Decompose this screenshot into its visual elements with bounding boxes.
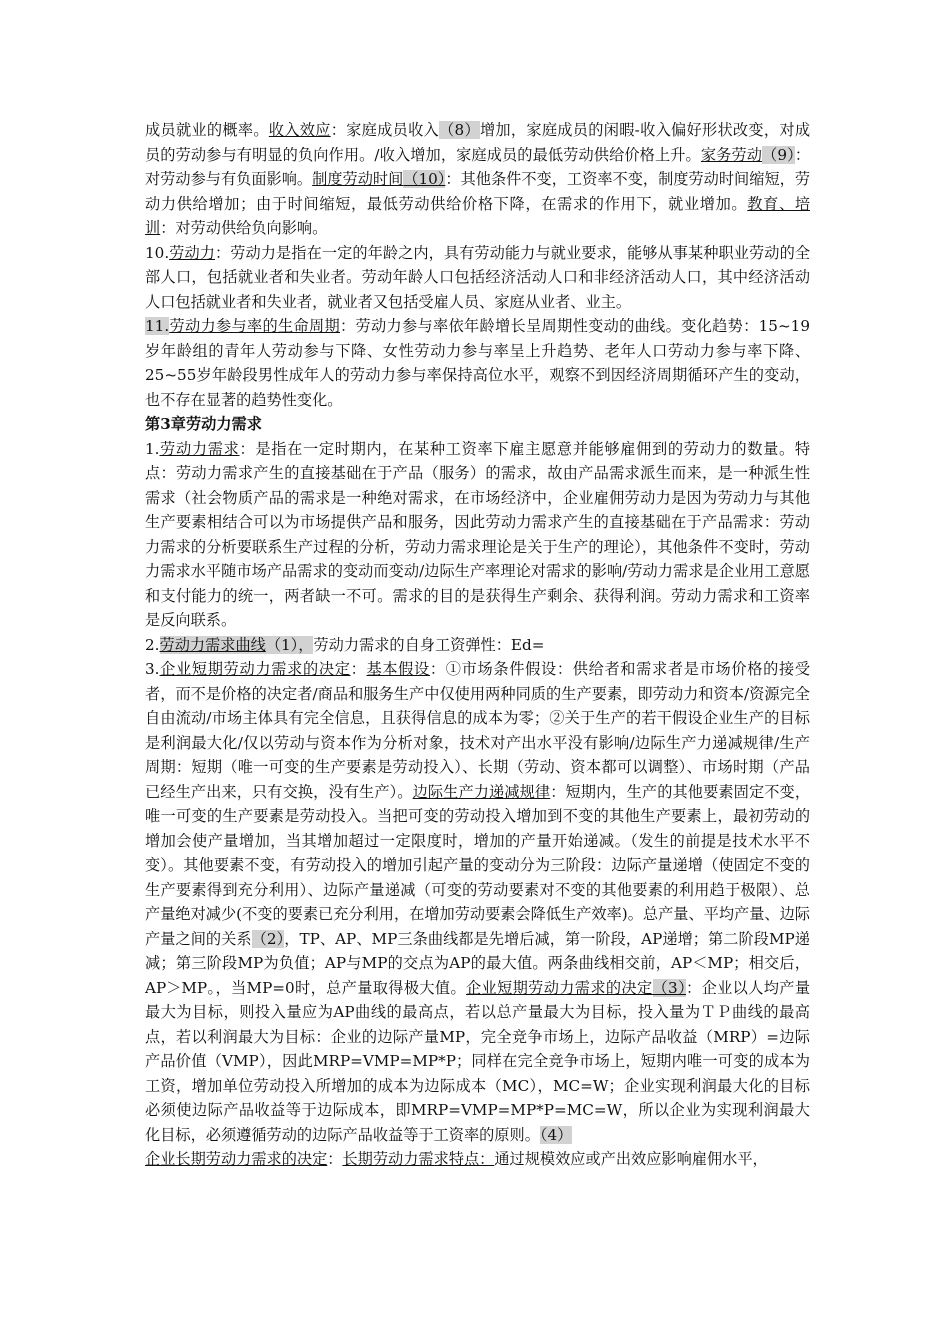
term-short-run-demand: 企业短期劳动力需求的决定 bbox=[159, 660, 351, 678]
term-institutional-working-time: 制度劳动时间 bbox=[312, 170, 404, 188]
term-diminishing-marginal-productivity: 边际生产力递减规律 bbox=[412, 782, 551, 801]
paragraph-labor-force: 10.劳动力：劳动力是指在一定的年龄之内，具有劳动能力与就业要求，能够从事某种职业劳动的全部人口，包括就业者和失业者。劳动年龄人口包括经济活动人口和非经济活动人口，其中经济活动人口包括就业者和失业者，就业者又包括受雇人员、家庭从业者、业主。 bbox=[145, 243, 811, 311]
paragraph-long-run-demand: 企业长期劳动力需求的决定：长期劳动力需求特点：通过规模效应或产出效应影响雇佣水平， bbox=[145, 1150, 768, 1168]
term-education-training: 教育、培训 bbox=[145, 194, 811, 237]
term-demand-curve: 劳动力需求曲线 bbox=[159, 635, 266, 654]
paragraph-labor-demand: 1.劳动力需求：是指在一定时期内，在某种工资率下雇主愿意并能够雇佣到的劳动力的数量。特点：劳动力需求产生的直接基础在于产品（服务）的需求，故由产品需求派生而来，是一种派生性需求（社会物质产品的需求是一种绝对需求，在市场经济中，企业雇佣劳动力是因为劳动力与其他生产要素相结合可以为市场提供产品和服务，因此劳动力需求产生的直接基础在于产品需求：劳动力需求的分析要联系生产过程的分析，劳动力需求理论是关于生产的理论），其他条件不变时，劳动力需求水平随市场产品需求的变动而变动/边际生产率理论对需求的影响/劳动力需求是企业用工意愿和支付能力的统一，两者缺一不可。需求的目的是获得生产剩余、获得利润。劳动力需求和工资率是反向联系。 bbox=[145, 439, 811, 629]
figure-ref-3: （3） bbox=[652, 978, 687, 997]
figure-ref-10: （10） bbox=[403, 170, 446, 188]
paragraph-income-effect: 成员就业的概率。收入效应：家庭成员收入（8）增加，家庭成员的闲暇-收入偏好形状改变，对成员的劳动参与有明显的负向作用。/收入增加，家庭成员的最低劳动供给价格上升。家务劳动（9）：对劳动参与有负面影响。制度劳动时间（10）：其他条件不变，工资率不变，制度劳动时间缩短，劳动力供给增加；由于时间缩短，最低劳动供给价格下降，在需求的作用下，就业增加。教育、培训：对劳动供给负向影响。 bbox=[145, 121, 811, 237]
figure-ref-4: （4） bbox=[539, 1125, 573, 1144]
term-long-run-features: 长期劳动力需求特点： bbox=[342, 1150, 495, 1168]
paragraph-demand-curve: 2.劳动力需求曲线（1），劳动力需求的自身工资弹性：Ed= bbox=[145, 635, 545, 654]
figure-ref-9: （9） bbox=[762, 145, 795, 164]
term-long-run-demand: 企业长期劳动力需求的决定 bbox=[145, 1150, 328, 1168]
term-labor-demand: 劳动力需求 bbox=[159, 439, 240, 458]
term-participation-life-cycle: 劳动力参与率的生命周期 bbox=[169, 317, 341, 335]
item-number-11: 11. bbox=[145, 317, 170, 335]
term-income-effect: 收入效应 bbox=[268, 121, 331, 139]
paragraph-participation-life-cycle: 11.劳动力参与率的生命周期：劳动力参与率依年龄增长呈周期性变动的曲线。变化趋势：15~19岁年龄组的青年人劳动参与下降、女性劳动力参与率呈上升趋势、老年人口劳动力参与率下降、25~55岁年龄段男性成年人的劳动力参与率保持高位水平，观察不到因经济周期循环产生的变动，也不存在显著的趋势性变化。 bbox=[145, 317, 810, 409]
term-labor-force: 劳动力 bbox=[169, 243, 216, 262]
term-basic-assumptions: 基本假设 bbox=[366, 660, 430, 678]
chapter-heading: 第3章劳动力需求 bbox=[145, 415, 262, 433]
paragraph-short-run-demand: 3.企业短期劳动力需求的决定：基本假设：①市场条件假设：供给者和需求者是市场价格的接受者，而不是价格的决定者/商品和服务生产中仅使用两种同质的生产要素，即劳动力和资本/资源完全自由流动/市场主体具有完全信息，且获得信息的成本为零；②关于生产的若干假设企业生产的目标是利润最大化/仅以劳动与资本作为分析对象，技术对产出水平没有影响/边际生产力递减规律/生产周期：短期（唯一可变的生产要素是劳动投入）、长期（劳动、资本都可以调整）、市场时期（产品已经生产出来，只有交换，没有生产）。边际生产力递减规律：短期内，生产的其他要素固定不变，唯一可变的生产要素是劳动投入。当把可变的劳动投入增加到不变的其他生产要素上，最初劳动的增加会使产量增加，当其增加超过一定限度时，增加的产量开始递减。（发生的前提是技术水平不变）。其他要素不变，有劳动投入的增加引起产量的变动分为三阶段：边际产量递增（使固定不变的生产要素得到充分利用）、边际产量递减（可变的劳动要素对不变的其他要素的利用趋于极限）、总产量绝对减少(不变的要素已充分利用，在增加劳动要素会降低生产效率)。总产量、平均产量、边际产量之间的关系（2），TP、AP、MP三条曲线都是先增后减，第一阶段，AP递增；第二阶段MP递减；第三阶段MP为负值；AP与MP的交点为AP的最大值。两条曲线相交前，AP＜MP；相交后，AP＞MP。，当MP=0时，总产量取得极大值。企业短期劳动力需求的决定（3）：企业以人均产量最大为目标，则投入量应为AP曲线的最高点，若以总产量最大为目标，投入量为ＴＰ曲线的最高点，若以利润最大为目标：企业的边际产量MP，完全竞争市场上，边际产品收益（MRP）=边际产品价值（VMP），因此MRP=VMP=MP*P；同样在完全竞争市场上，短期内唯一可变的成本为工资，增加单位劳动投入所增加的成本为边际成本（MC），MC=W；企业实现利润最大化的目标必须使边际产品收益等于边际成本，即MRP=VMP=MP*P=MC=W，所以企业为实现利润最大化目标，必须遵循劳动的边际产品收益等于工资率的原则。（4） bbox=[145, 660, 811, 1144]
figure-ref-2: （2） bbox=[251, 929, 285, 948]
term-housework: 家务劳动 bbox=[700, 145, 763, 164]
figure-ref-1: （1）， bbox=[265, 635, 314, 654]
document-page bbox=[145, 118, 810, 1172]
term-short-run-demand-decision: 企业短期劳动力需求的决定 bbox=[466, 978, 653, 997]
figure-ref-8: （8） bbox=[439, 121, 480, 139]
